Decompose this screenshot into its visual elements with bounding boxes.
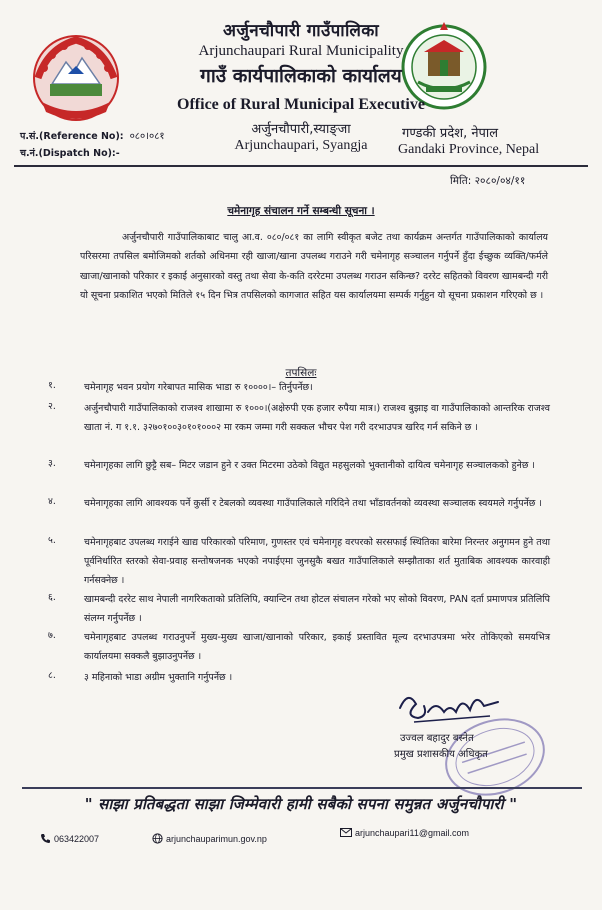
item-text: चमेनागृहका लागि आवश्यक पर्ने कुर्सी र टेबलको व्यवस्था गाउँपालिकाले गरिदिने तथा भाँडावर्तनको व्यवस्था सञ्चालक स्वयमले गर्नुपर्नेछ । — [84, 498, 542, 509]
phone-number: 063422007 — [54, 833, 100, 844]
tapsil-heading: तपसिलः — [285, 367, 317, 379]
header-divider — [14, 165, 588, 167]
item-text: खामबन्दी दररेट साथ नेपाली नागरिकताको प्रतिलिपि, क्यान्टिन तथा होटल संचालन गरेको भए सोको विवरण, PAN दर्ता प्रमाणपत्र प्रतिलिपि संलग्न गर्नुपर्नेछ । — [84, 594, 550, 624]
item-number: ८. — [48, 670, 56, 681]
province-en: Gandaki Province, Nepal — [398, 142, 540, 157]
item-number: ३. — [48, 458, 56, 469]
item-text: चमेनागृहका लागि छुट्टै सब– मिटर जडान हुने र उक्त मिटरमा उठेको विद्युत महसुलको भुक्तानीको दायित्व चमेनागृह सञ्चालकको हुनेछ । — [84, 460, 535, 471]
dispatch-number: च.नं.(Dispatch No):- — [20, 148, 120, 159]
reference-value: ०८०।०८१ — [129, 131, 165, 142]
footer-motto: " साझा प्रतिबद्धता साझा जिम्मेवारी हामी सबैको सपना समुन्नत अर्जुनचौपारी " — [84, 795, 518, 813]
address-en: Arjunchaupari, Syangja — [234, 138, 368, 153]
phone-icon — [40, 833, 51, 846]
footer-website[interactable] — [152, 833, 267, 846]
item-number: १. — [48, 380, 56, 391]
globe-icon — [152, 833, 163, 846]
item-text: ३ महिनाको भाडा अग्रीम भुक्तानि गर्नुपर्नेछ । — [84, 672, 233, 683]
signatory-name: उज्वल बहादुर बस्नेत — [400, 733, 474, 744]
notice-body — [80, 228, 548, 306]
municipality-name-np: अर्जुनचौपारी गाउँपालिका — [223, 21, 379, 41]
item-text: चमेनागृहबाट उपलब्ध गराउनुपर्ने मुख्य-मुख्य खाजा/खानाको परिकार, इकाई प्रस्तावित मूल्य दरभाउपत्रमा भरेर तोकिएको समयभित्र कार्यालयमा सक्कलै बुझाउनुपर्नेछ । — [84, 632, 550, 662]
office-name-np: गाउँ कार्यपालिकाको कार्यालय — [200, 65, 402, 87]
item-text: चमेनागृह भवन प्रयोग गरेबापत मासिक भाडा रु १००००।– तिर्नुपर्नेछ। — [84, 382, 313, 393]
notice-date: मिति: २०८०/०४/११ — [450, 175, 526, 187]
email-link[interactable]: arjunchaupari11@gmail.com — [355, 828, 470, 838]
footer-phone — [40, 833, 99, 846]
reference-label: प.सं.(Reference No): — [20, 131, 124, 142]
footer-divider — [22, 787, 582, 789]
email-icon — [340, 828, 352, 839]
item-number: ७. — [48, 630, 56, 641]
office-name-en: Office of Rural Municipal Executive — [177, 96, 425, 113]
item-text: अर्जुनचौपारी गाउँपालिकाको राजश्व शाखामा रु १०००।(अक्षेरुपी एक हजार रुपैया मात्र।) राजश्व बुझाइ वा गाउँपालिकाको आन्तरिक राजश्व खाता नं. ग १.१. ३२७०१००३०१०१०००२ मा रकम जम्मा गरी सक्कल भौचर पेश गरी दरभाउपत्र खरिद गर्न सकिने छ । — [84, 403, 550, 433]
province-np: गण्डकी प्रदेश, नेपाल — [402, 126, 499, 141]
item-number: २. — [48, 401, 56, 412]
item-number: ६. — [48, 592, 56, 603]
notice-subject: चमेनागृह संचालन गर्ने सम्बन्धी सूचना । — [227, 205, 375, 217]
reference-number — [20, 128, 165, 142]
municipality-name-en: Arjunchaupari Rural Municipality — [198, 43, 404, 59]
address-np: अर्जुनचौपारी,स्याङ्जा — [251, 122, 351, 137]
item-number: ४. — [48, 496, 56, 507]
signatory-title: प्रमुख प्रशासकीय अधिकृत — [394, 749, 488, 760]
item-text: चमेनागृहबाट उपलब्ध गराईने खाद्य परिकारको परिमाण, गुणस्तर एवं चमेनागृह वरपरको सरसफाई स्थितिका बारेमा निरन्तर अनुगमन हुने तथा पूर्वनिर्धारित स्तरको सेवा-प्रवाह सन्तोषजनक भएको नपाईएमा जुनसुकै बखत गाउँपालिकाले सम्झौताका शर्त मुताबिक आवश्यक कारवाही गर्नसक्नेछ । — [84, 537, 550, 586]
item-number: ५. — [48, 535, 56, 546]
notice-paragraph: अर्जुनचौपारी गाउँपालिकाबाट चालु आ.व. ०८०/०८१ का लागि स्वीकृत बजेट तथा कार्यक्रम अन्तर्गत गाउँपालिकाको कार्यालय परिसरमा तपसिल बमोजिमको शर्तको अधिनमा रही खाजा/खाना उपलब्ध गराउने गरी चमेनागृह सञ्चालन गर्नुपर्ने हुँदा ईच्छुक व्यक्ति/फर्मले खाजा/खानाको परिकार र इकाई अनुसारको वस्तु तथा सेवा के-कति दररेटमा उपलब्ध गराउन सकिन्छ? दररेट सहितको विवरण खामबन्दी गरी यो सूचना प्रकाशित भएको मितिले १५ दिन भित्र तपसिलको कागजात सहित यस कार्यालयमा सम्पर्क गर्नुहुन यो सूचना प्रकाशन गरिएको छ । — [80, 232, 548, 302]
website-link[interactable]: arjunchauparimun.gov.np — [166, 833, 267, 844]
footer-email[interactable] — [340, 828, 469, 839]
